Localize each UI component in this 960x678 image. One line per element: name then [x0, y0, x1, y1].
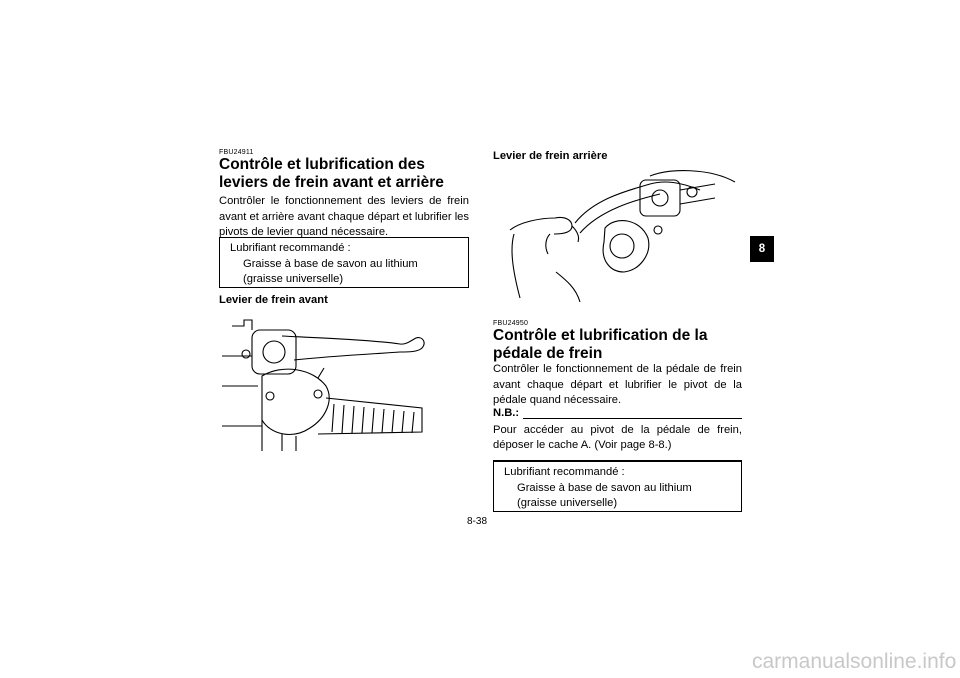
page-number: 8-38: [467, 516, 488, 527]
note-rule: [523, 418, 742, 419]
lubricant-box: [219, 237, 469, 288]
front-brake-lever-illustration: [222, 316, 432, 451]
watermark: carmanualsonline.info: [752, 650, 957, 673]
lubricant-label-rear: Lubrifiant recommandé :: [504, 466, 625, 478]
section-code: FBU24911: [219, 149, 254, 156]
lubricant-value: Graisse à base de savon au lithium (graisse universelle): [243, 257, 418, 286]
section-heading: Contrôle et lubrification des leviers de frein avant et arrière: [219, 156, 444, 191]
section-code-rear: FBU24950: [493, 320, 529, 327]
lubricant-box-rear: [493, 461, 742, 512]
chapter-tab: 8: [750, 236, 774, 262]
section-paragraph-rear: Contrôler le fonctionnement de la pédale de frein avant chaque départ et lubrifier le pivot de la pédale quand nécessaire.: [493, 363, 742, 407]
note-block: [493, 406, 742, 461]
figure-caption: Levier de frein avant: [219, 294, 328, 306]
lubricant-label: Lubrifiant recommandé :: [230, 242, 351, 254]
section-paragraph: Contrôler le fonctionnement des leviers de frein avant et arrière avant chaque départ et lubrifier les pivots de levier quand nécessaire.: [219, 195, 469, 239]
note-label: N.B.:: [493, 407, 520, 419]
section-heading-rear: Contrôle et lubrification de la pédale de frein: [493, 327, 708, 362]
lubricant-value-rear: Graisse à base de savon au lithium (graisse universelle): [517, 481, 692, 510]
figure-caption-rear: Levier de frein arrière: [493, 150, 608, 162]
note-text: Pour accéder au pivot de la pédale de frein, déposer le cache A. (Voir page 8-8.): [493, 423, 742, 452]
rear-brake-lever-illustration: [500, 168, 740, 303]
